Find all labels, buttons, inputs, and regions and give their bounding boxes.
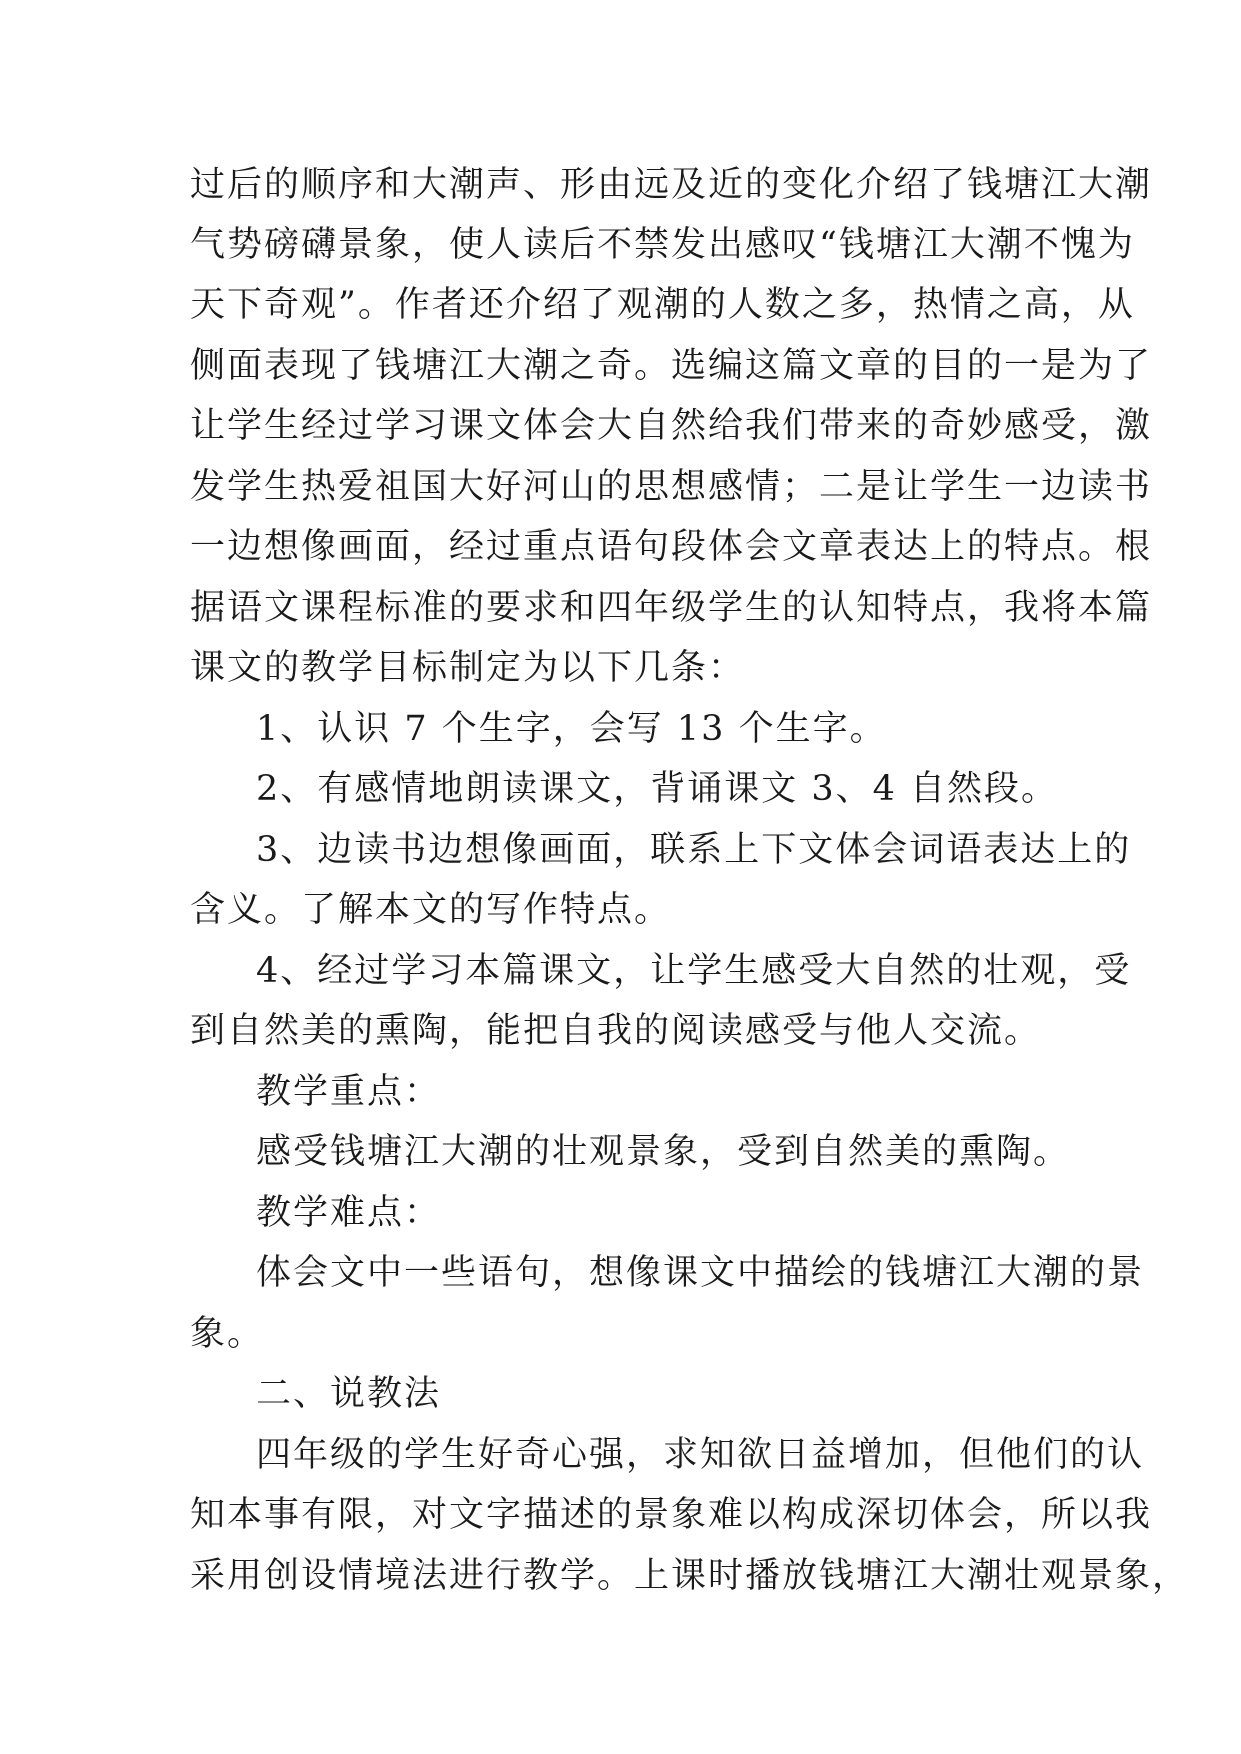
objective-item-4: 4、经过学习本篇课文，让学生感受大自然的壮观，受 xyxy=(256,951,1132,991)
body-text-line: 知本事有限，对文字描述的景象难以构成深切体会，所以我 xyxy=(190,1495,1153,1535)
body-text-line: 天下奇观”。作者还介绍了观潮的人数之多，热情之高，从 xyxy=(190,285,1135,325)
body-text-line: 据语文课程标准的要求和四年级学生的认知特点，我将本篇 xyxy=(190,588,1153,628)
body-text-line: 过后的顺序和大潮声、形由远及近的变化介绍了钱塘江大潮 xyxy=(190,165,1153,205)
body-text-line: 侧面表现了钱塘江大潮之奇。选编这篇文章的目的一是为了 xyxy=(190,346,1153,386)
body-text-line: 一边想像画面，经过重点语句段体会文章表达上的特点。根 xyxy=(190,527,1153,567)
body-text-line: 采用创设情境法进行教学。上课时播放钱塘江大潮壮观景象， xyxy=(190,1556,1190,1596)
objective-item-3-cont: 含义。了解本文的写作特点。 xyxy=(190,890,672,930)
objective-item-1: 1、认识 7 个生字，会写 13 个生字。 xyxy=(256,709,887,749)
objective-item-3: 3、边读书边想像画面，联系上下文体会词语表达上的 xyxy=(256,830,1132,870)
difficulty-text: 体会文中一些语句，想像课文中描绘的钱塘江大潮的景 xyxy=(256,1253,1145,1293)
body-text-line: 四年级的学生好奇心强，求知欲日益增加，但他们的认 xyxy=(256,1435,1145,1475)
body-text-line: 课文的教学目标制定为以下几条： xyxy=(190,648,746,688)
key-point-text: 感受钱塘江大潮的壮观景象，受到自然美的熏陶。 xyxy=(256,1132,1071,1172)
body-text-line: 发学生热爱祖国大好河山的思想感情；二是让学生一边读书 xyxy=(190,467,1153,507)
difficulty-heading: 教学难点： xyxy=(256,1193,442,1233)
difficulty-text-cont: 象。 xyxy=(190,1314,265,1354)
objective-item-4-cont: 到自然美的熏陶，能把自我的阅读感受与他人交流。 xyxy=(190,1011,1042,1051)
body-text-line: 让学生经过学习课文体会大自然给我们带来的奇妙感受，激 xyxy=(190,406,1153,446)
objective-item-2: 2、有感情地朗读课文，背诵课文 3、4 自然段。 xyxy=(256,769,1059,809)
section-heading: 二、说教法 xyxy=(256,1374,442,1414)
key-point-heading: 教学重点： xyxy=(256,1072,442,1112)
body-text-line: 气势磅礴景象，使人读后不禁发出感叹“钱塘江大潮不愧为 xyxy=(190,225,1135,265)
